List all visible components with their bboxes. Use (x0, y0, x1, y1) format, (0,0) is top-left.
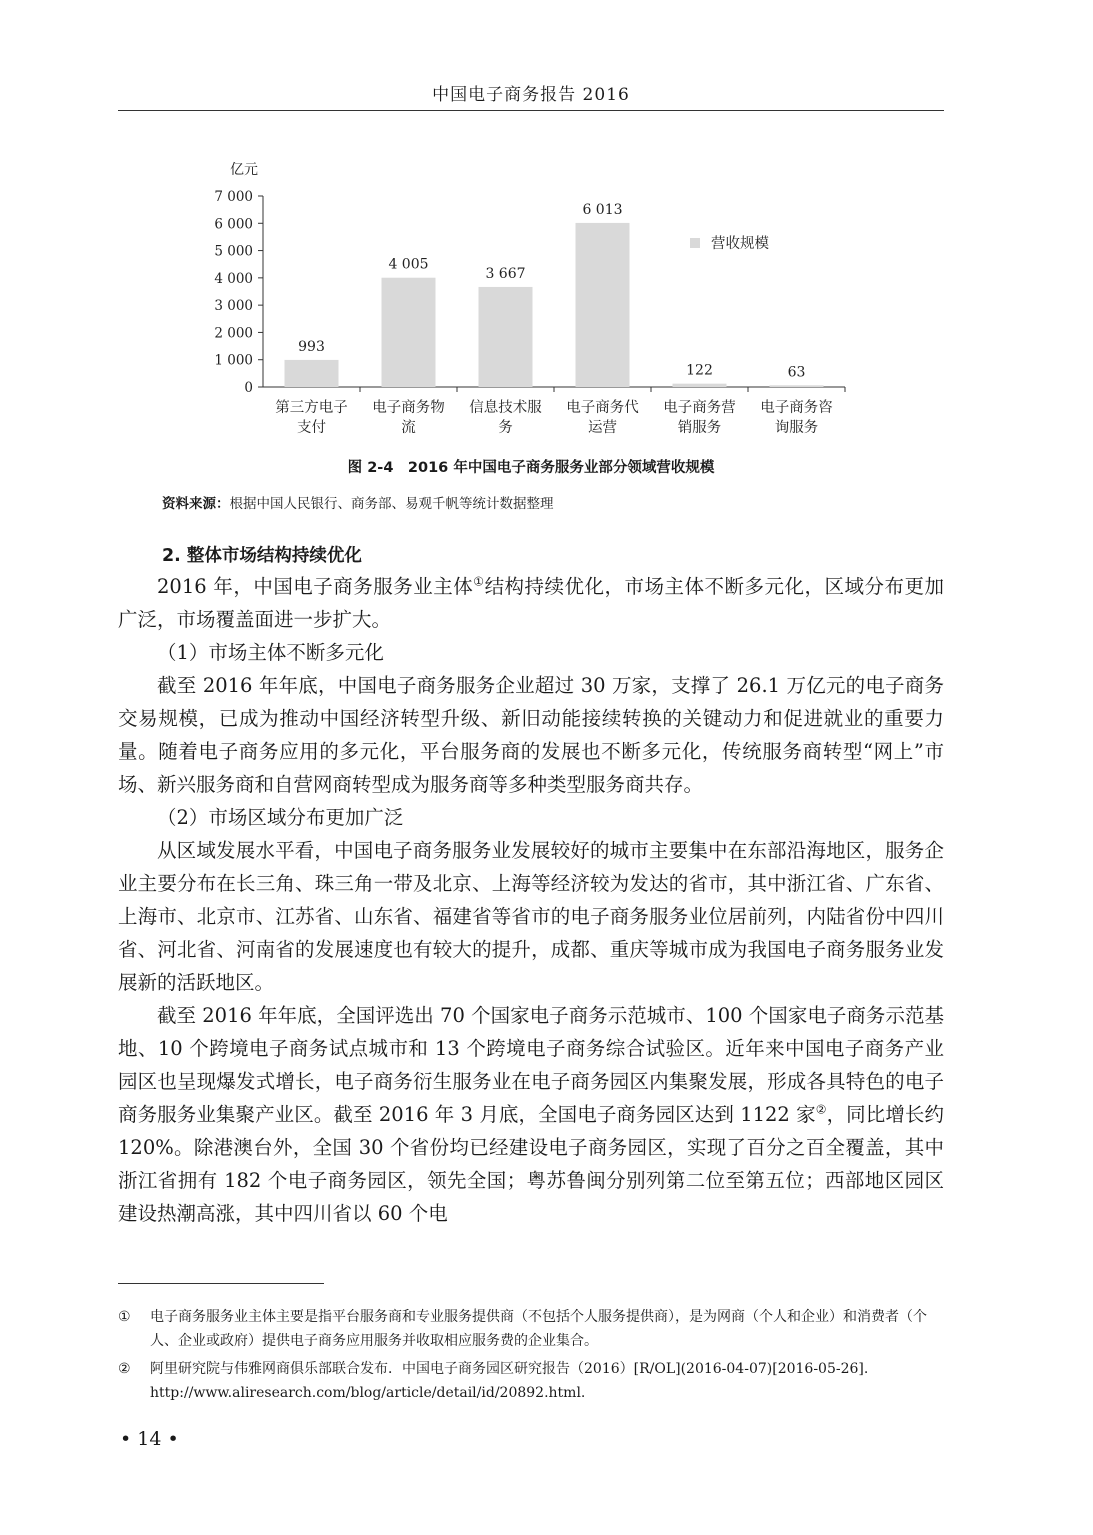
footnote-2 (118, 1357, 944, 1405)
bar (382, 278, 436, 387)
category-label: 支付 (297, 420, 326, 436)
bar (285, 360, 339, 387)
footnotes (118, 1305, 944, 1409)
section-title: 2. 整体市场结构持续优化 (162, 546, 362, 566)
paragraph-4: 截至 2016 年年底，全国评选出 70 个国家电子商务示范城市、100 个国家电子商务示范基地、10 个跨境电子商务试点城市和 13 个跨境电子商务综合试验区。近年来中国电子商务产业园区也呈现爆发式增长，电子商务衍生服务业在电子商务园区内集聚发展，形成各具特色的电子商务服务业集聚产业区。截至 2016 年 3 月底，全国电子商务园区达到 1122 家②，同比增长约 120%。除港澳台外，全国 30 个省份均已经建设电子商务园区，实现了百分之百全覆盖，其中浙江省拥有 182 个电子商务园区，领先全国；粤苏鲁闽分别列第二位至第五位；西部地区园区建设热潮高涨，其中四川省以 60 个电 (118, 1004, 944, 1225)
page-number: • 14 • (120, 1428, 179, 1450)
y-tick-label: 7 000 (214, 189, 253, 205)
subheading-2: （2）市场区域分布更加广泛 (157, 806, 404, 829)
category-label: 电子商务营 (663, 400, 736, 416)
data-label: 6 013 (582, 201, 623, 218)
y-axis-label: 亿元 (230, 162, 258, 178)
y-tick-label: 0 (244, 380, 253, 396)
paragraph-1: 2016 年，中国电子商务服务业主体①结构持续优化，市场主体不断多元化，区域分布更加广泛，市场覆盖面进一步扩大。 (118, 574, 944, 631)
y-tick-label: 3 000 (214, 298, 253, 315)
category-label: 询服务 (774, 420, 819, 436)
category-label: 运营 (588, 420, 617, 436)
data-label: 993 (298, 338, 325, 355)
source-text: 根据中国人民银行、商务部、易观千帆等统计数据整理 (229, 496, 554, 512)
data-label: 63 (787, 364, 806, 381)
category-label: 第三方电子 (275, 400, 348, 416)
body-text (118, 570, 944, 1230)
category-label: 务 (498, 420, 513, 436)
bar (479, 287, 533, 387)
paragraph-2: 截至 2016 年年底，中国电子商务服务企业超过 30 万家，支撑了 26.1 万亿元的电子商务交易规模，已成为推动中国经济转型升级、新旧动能接续转换的关键动力和促进就业的重要力量。随着电子商务应用的多元化，平台服务商的发展也不断多元化，传统服务商转型“网上”市场、新兴服务商和自营网商转型成为服务商等多种类型服务商共存。 (118, 674, 944, 796)
category-label: 流 (401, 420, 416, 436)
category-label: 信息技术服 (469, 400, 542, 416)
footnote-1-text: 电子商务服务业主体主要是指平台服务商和专业服务提供商（不包括个人服务提供商），是为网商（个人和企业）和消费者（个人、企业或政府）提供电子商务应用服务并收取相应服务费的企业集合。 (150, 1309, 927, 1349)
bar (576, 223, 630, 387)
data-label: 122 (686, 362, 713, 379)
bar (770, 385, 824, 387)
y-tick-label: 2 000 (214, 325, 253, 342)
footnote-ref-2[interactable]: ② (815, 1102, 827, 1117)
y-tick-label: 6 000 (214, 216, 253, 233)
legend-swatch (690, 238, 700, 248)
y-tick-label: 1 000 (214, 352, 253, 369)
paragraph-3: 从区域发展水平看，中国电子商务服务业发展较好的城市主要集中在东部沿海地区，服务企业主要分布在长三角、珠三角一带及北京、上海等经济较为发达的省市，其中浙江省、广东省、上海市、北京市、江苏省、山东省、福建省等省市的电子商务服务业位居前列，内陆省份中四川省、河北省、河南省的发展速度也有较大的提升，成都、重庆等城市成为我国电子商务服务业发展新的活跃地区。 (118, 839, 944, 994)
revenue-bar-chart (0, 0, 1093, 450)
subheading-1: （1）市场主体不断多元化 (157, 641, 384, 664)
source-label: 资料来源： (162, 496, 230, 512)
y-tick-label: 4 000 (214, 270, 253, 287)
y-tick-label: 5 000 (214, 243, 253, 260)
category-label: 电子商务代 (566, 400, 639, 416)
data-label: 3 667 (485, 265, 526, 282)
category-label: 电子商务咨 (760, 400, 833, 416)
footnote-1-mark: ① (118, 1309, 131, 1325)
footnote-2-text: 阿里研究院与伟雅网商俱乐部联合发布．中国电子商务园区研究报告（2016）[R/OL](2016-04-07)[2016-05-26]. http://www.aliresearch.com/blog/article/detail/id/20892.html. (150, 1361, 869, 1401)
running-header: 中国电子商务报告 2016 (432, 85, 630, 105)
footnote-rule (118, 1283, 324, 1284)
footnote-1 (118, 1305, 944, 1353)
legend-label: 营收规模 (711, 236, 769, 252)
figure-caption: 图 2-4 2016 年中国电子商务服务业部分领域营收规模 (347, 460, 715, 476)
category-label: 电子商务物 (372, 400, 445, 416)
footnote-ref-1[interactable]: ① (473, 574, 485, 589)
bar (673, 384, 727, 387)
data-label: 4 005 (388, 256, 429, 273)
category-label: 销服务 (677, 420, 722, 436)
footnote-2-mark: ② (118, 1361, 131, 1377)
figure-source (162, 492, 554, 512)
